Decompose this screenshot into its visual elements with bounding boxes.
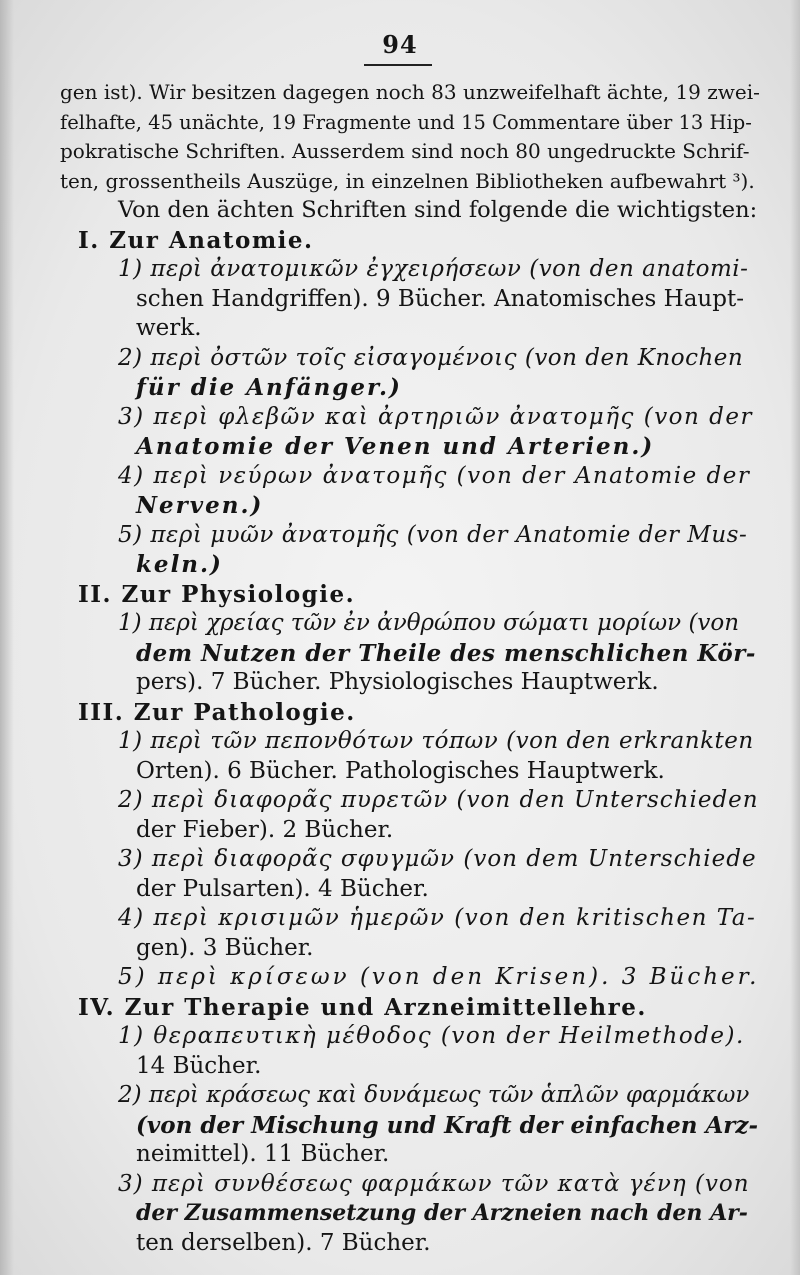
text-line: keln.) bbox=[136, 551, 223, 578]
text-line: Anatomie der Venen und Arterien.) bbox=[136, 433, 655, 460]
text-line: 2) περὶ διαφορᾶς πυρετῶν (von den Unterschieden bbox=[118, 787, 759, 813]
text-line: gen). 3 Bücher. bbox=[136, 934, 314, 961]
text-line: 1) περὶ τῶν πεπονθότων τόπων (von den erkrankten bbox=[118, 728, 754, 754]
text-line: schen Handgriffen). 9 Bücher. Anatomisches Haupt- bbox=[136, 285, 744, 312]
section-heading: IV. Zur Therapie und Arzneimittellehre. bbox=[78, 993, 647, 1021]
text-line: für die Anfänger.) bbox=[136, 374, 402, 401]
body-text bbox=[60, 78, 760, 1258]
text-line: ten, grossentheils Auszüge, in einzelnen Bibliotheken aufbewahrt ³). bbox=[60, 168, 755, 193]
text-line: der Fieber). 2 Bücher. bbox=[136, 816, 394, 843]
text-line: 14 Bücher. bbox=[136, 1052, 262, 1079]
text-line: gen ist). Wir besitzen dagegen noch 83 unzweifelhaft ächte, 19 zwei- bbox=[60, 80, 760, 104]
text-line: 4) περὶ νεύρων ἀνατομῆς (von der Anatomie der bbox=[118, 462, 751, 489]
text-line: felhafte, 45 unächte, 19 Fragmente und 15 Commentare über 13 Hip- bbox=[60, 110, 752, 134]
text-line: neimittel). 11 Bücher. bbox=[136, 1141, 390, 1167]
text-line: (von der Mischung und Kraft der einfachen Arz- bbox=[136, 1111, 759, 1139]
page-number-rule bbox=[364, 64, 432, 66]
text-line: der Zusammensetzung der Arzneien nach den Ar- bbox=[136, 1200, 748, 1226]
text-line: 1) θεραπευτικὴ μέθοδος (von der Heilmethode). bbox=[118, 1023, 745, 1049]
text-line: 2) περὶ ὀστῶν τοῖς εἰσαγομένοις (von den Knochen bbox=[118, 344, 744, 371]
text-line: 1) περὶ χρείας τῶν ἐν ἀνθρώπου σώματι μορίων (von bbox=[118, 610, 740, 636]
section-heading: II. Zur Physiologie. bbox=[78, 580, 356, 608]
text-line: 3) περὶ συνθέσεως φαρμάκων τῶν κατὰ γένη (von bbox=[118, 1170, 750, 1197]
text-line: 2) περὶ κράσεως καὶ δυνάμεως τῶν ἁπλῶν φαρμάκων bbox=[118, 1082, 750, 1108]
text-line: pers). 7 Bücher. Physiologisches Hauptwerk. bbox=[136, 669, 659, 695]
text-line: 4) περὶ κρισιμῶν ἡμερῶν (von den kritischen Ta- bbox=[118, 905, 757, 931]
text-line: Von den ächten Schriften sind folgende die wichtigsten: bbox=[118, 197, 758, 223]
text-line: dem Nutzen der Theile des menschlichen Kör- bbox=[136, 639, 756, 667]
text-line: ten derselben). 7 Bücher. bbox=[136, 1229, 431, 1256]
page-edge-shadow-right bbox=[790, 0, 800, 1275]
text-line: der Pulsarten). 4 Bücher. bbox=[136, 875, 429, 902]
text-line: 1) περὶ ἀνατομικῶν ἐγχειρήσεων (von den anatomi- bbox=[118, 256, 749, 282]
text-line: werk. bbox=[136, 315, 202, 341]
text-line: 3) περὶ διαφορᾶς σφυγμῶν (von dem Unterschiede bbox=[118, 846, 757, 872]
text-line: Orten). 6 Bücher. Pathologisches Hauptwerk. bbox=[136, 757, 665, 784]
text-line: pokratische Schriften. Ausserdem sind noch 80 ungedruckte Schrif- bbox=[60, 139, 750, 163]
section-heading: I. Zur Anatomie. bbox=[78, 226, 314, 254]
text-line: 3) περὶ φλεβῶν καὶ ἀρτηριῶν ἀνατομῆς (von der bbox=[118, 403, 753, 430]
section-heading: III. Zur Pathologie. bbox=[78, 698, 356, 726]
page-number: 94 bbox=[382, 30, 418, 59]
page-edge-shadow-left bbox=[0, 0, 14, 1275]
text-line: 5) περὶ μυῶν ἀνατομῆς (von der Anatomie der Mus- bbox=[118, 521, 748, 548]
text-line: 5) περὶ κρίσεων (von den Krisen). 3 Bücher. bbox=[118, 964, 760, 990]
text-line: Nerven.) bbox=[136, 492, 264, 519]
